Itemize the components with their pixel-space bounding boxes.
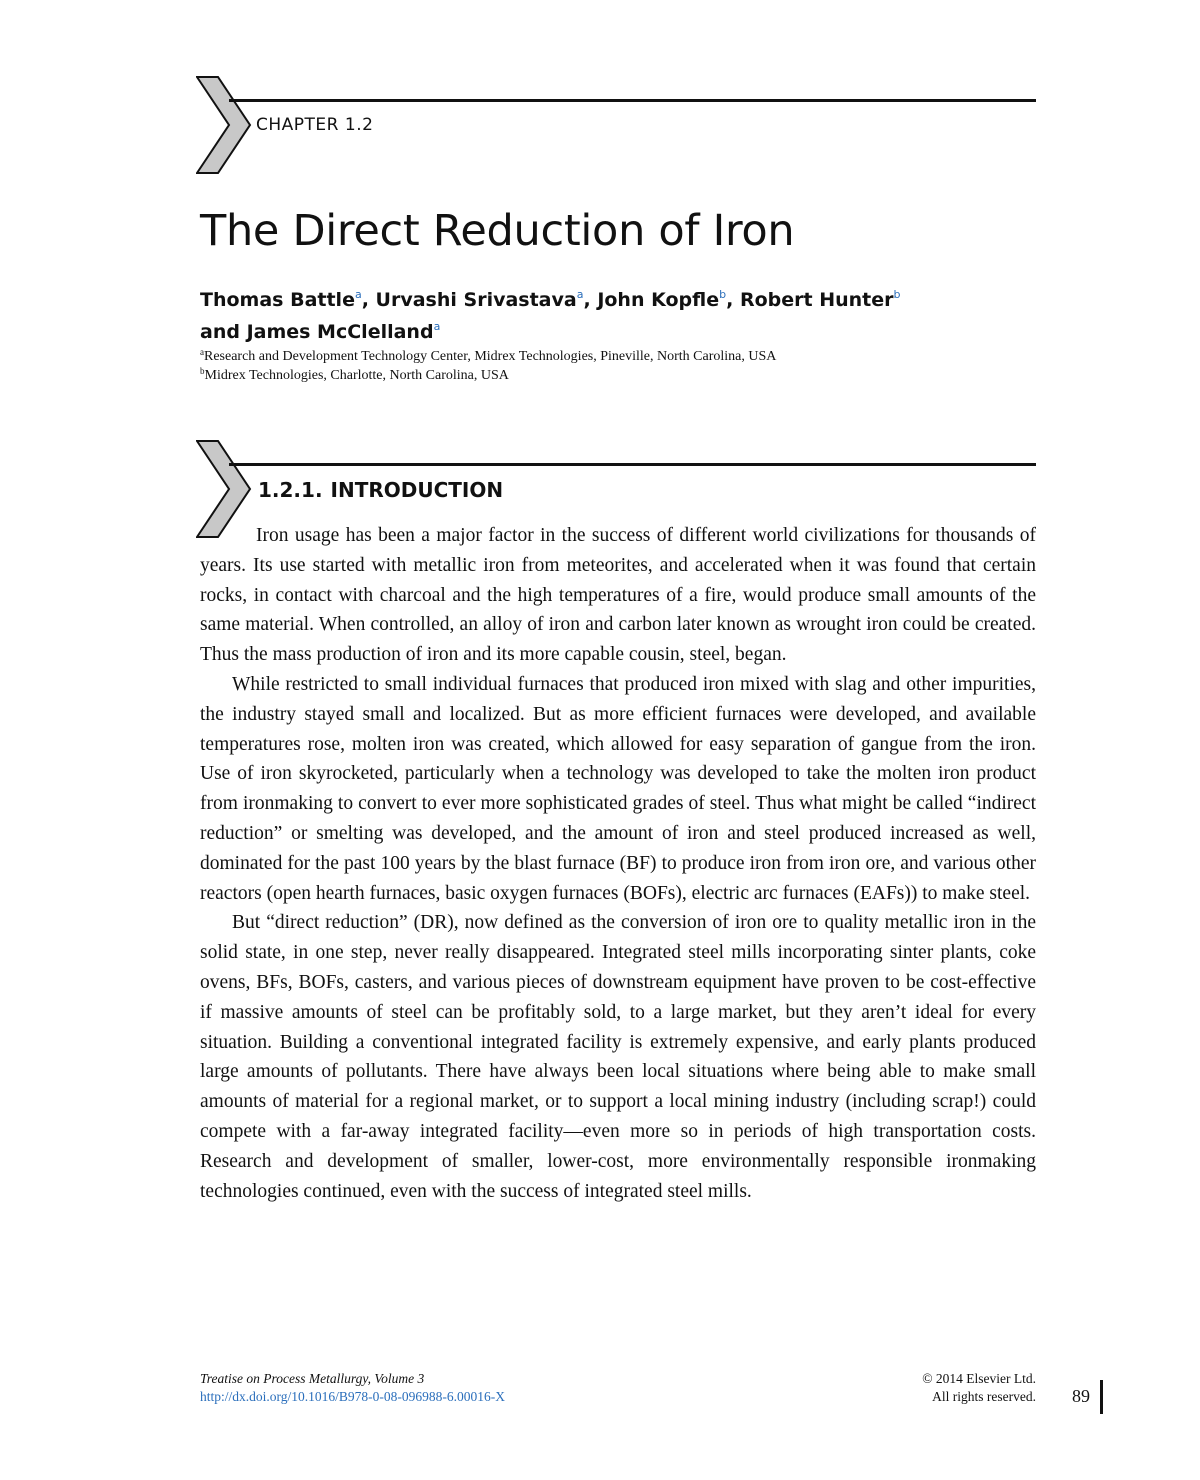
- author-name: and James McClelland: [200, 321, 434, 343]
- section-title: INTRODUCTION: [330, 478, 504, 502]
- author-separator: ,: [583, 289, 598, 311]
- affiliation-mark: b: [200, 366, 205, 376]
- affiliation-mark[interactable]: b: [893, 288, 901, 301]
- page-number: 89: [1072, 1386, 1090, 1406]
- affiliation-text: Midrex Technologies, Charlotte, North Carolina, USA: [204, 368, 509, 383]
- chapter-rule: [229, 99, 1036, 102]
- affiliation-mark[interactable]: a: [576, 288, 584, 301]
- copyright-text: © 2014 Elsevier Ltd.: [922, 1371, 1036, 1386]
- footer-copyright: [922, 1370, 1036, 1406]
- author-name: John Kopfle: [597, 289, 720, 311]
- chapter-label: CHAPTER 1.2: [256, 115, 374, 135]
- section-number: 1.2.1.: [258, 478, 323, 502]
- chapter-chevron-icon: [196, 76, 252, 174]
- affiliation-mark: a: [200, 347, 204, 357]
- section-heading: [258, 478, 503, 502]
- author-name: Urvashi Srivastava: [375, 289, 577, 311]
- rights-text: All rights reserved.: [932, 1389, 1036, 1404]
- author-list: [200, 284, 1020, 348]
- paragraph: But “direct reduction” (DR), now defined as the conversion of iron ore to quality metallic iron in the solid state, in one step, never really disappeared. Integrated steel mills incorporating sinter plants, coke ovens, BFs, BOFs, casters, and various pieces of downstream equipment have proven to be cost-effective if massive amounts of steel can be profitably sold, to a large market, but they aren’t ideal for every situation. Building a conventional integrated facility is extremely expensive, and early plants produced large amounts of pollutants. There have always been local situations where being able to make small amounts of material for a regional market, or to support a local mining industry (including scrap!) could compete with a far-away integrated facility—even more so in periods of high transportation costs. Research and development of smaller, lower-cost, more environmentally responsible ironmaking technologies continued, even with the success of integrated steel mills.: [200, 912, 1036, 1202]
- paragraph: Iron usage has been a major factor in the success of different world civilizations for thousands of years. Its use started with metallic iron from meteorites, and accelerated when it was found that certain rocks, in contact with charcoal and the high temperatures of a fire, would produce small amounts of the same material. When controlled, an alloy of iron and carbon later known as wrought iron could be created. Thus the mass production of iron and its more capable cousin, steel, began.: [200, 525, 1036, 666]
- affiliation-mark[interactable]: a: [433, 320, 441, 333]
- body-text: [200, 521, 1036, 1206]
- page-number-bar: [1100, 1380, 1103, 1414]
- footer-citation: [200, 1370, 505, 1406]
- author-name: Thomas Battle: [200, 289, 355, 311]
- author-name: Robert Hunter: [739, 289, 894, 311]
- affiliation-line: [200, 367, 1040, 385]
- author-separator: ,: [361, 289, 376, 311]
- affiliation-line: [200, 348, 1040, 366]
- paragraph: While restricted to small individual furnaces that produced iron mixed with slag and other impurities, the industry stayed small and localized. But as more efficient furnaces were developed, and available temperatures rose, molten iron was created, which allowed for easy separation of gangue from the iron. Use of iron skyrocketed, particularly when a technology was developed to take the molten iron product from ironmaking to convert to ever more sophisticated grades of steel. Thus what might be called “indirect reduction” or smelting was developed, and the amount of iron and steel produced increased as well, dominated for the past 100 years by the blast furnace (BF) to produce iron from iron ore, and various other reactors (open hearth furnaces, basic oxygen furnaces (BOFs), electric arc furnaces (EAFs)) to make steel.: [200, 673, 1036, 904]
- affiliation-mark[interactable]: a: [354, 288, 362, 301]
- doi-link[interactable]: http://dx.doi.org/10.1016/B978-0-08-096988-6.00016-X: [200, 1389, 505, 1404]
- section-rule: [229, 463, 1036, 466]
- source-title: Treatise on Process Metallurgy, Volume 3: [200, 1371, 425, 1386]
- affiliation-text: Research and Development Technology Center, Midrex Technologies, Pineville, North Carolina, USA: [204, 349, 777, 364]
- author-separator: ,: [726, 289, 740, 311]
- affiliation-mark[interactable]: b: [719, 288, 727, 301]
- page-title: The Direct Reduction of Iron: [200, 206, 795, 256]
